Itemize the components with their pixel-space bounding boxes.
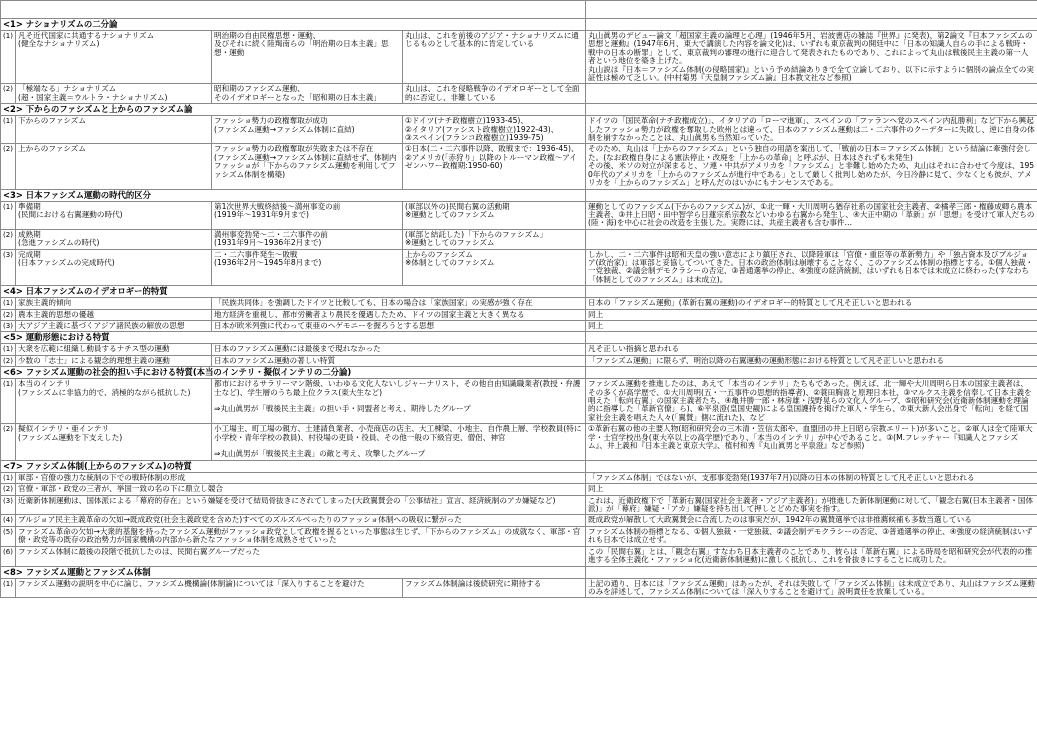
section-row [1,104,1037,116]
item-cell: 近衛新体制運動は、国体派による「幕府的存在」という嫌疑を受けて結局骨抜きにされてしまった(大政翼賛会の「公事結社」宣言、経済統制のアカ嫌疑など) [16,495,586,515]
row-number: (1) [1,116,16,144]
evaluation-cell: (軍部以外の)民間右翼の活動期 ※運動としてのファシズム [403,201,586,229]
item-cell: ファシズム体制に最後の段階で抵抗したのは、民間右翼グループだった [16,546,586,566]
detail-cell: 満州事変勃発～二・二六事件の前 (1931年9月～1936年2月まで) [212,229,403,249]
row-number: (2) [1,84,16,104]
section-row [1,286,1037,298]
item-cell: ファシズム革命の欠如→大衆的基盤を持ったファシズム運動がファッショ政党として政権を握るといった事態は生じず、「下からのファシズム」の成就なく、軍部・官僚・政党等の既存の政治勢力が国家機構の内部から新たなファッショ体制を成熟させていった [16,526,586,546]
item-cell: 準備期 (民間における右翼運動の時代) [16,201,212,229]
section-right-blank [586,332,1037,344]
table-row [1,249,1037,286]
section-title: <5> 運動形態における特質 [1,332,586,344]
item-cell: 本当のインテリ (ファシズムに非協力的で、消極的ながら抵抗した) [16,379,212,424]
section-right-blank [586,460,1037,472]
row-number: (1) [1,31,16,84]
section-row [1,367,1037,379]
row-number: (2) [1,355,16,366]
section-row [1,189,1037,201]
section-right-blank [586,19,1037,31]
detail-cell: 第1次世界大戦終結後～満州事変の前 (1919年～1931年9月まで) [212,201,403,229]
rebuttal-cell: 同上 [586,309,1037,320]
item-cell: 凡そ近代国家に共通するナショナリズム (健全なナショナリズム) [16,31,212,84]
rebuttal-cell: 「ファシズム体制」ではないが、支那事変勃発(1937年7月)以降の日本の体制の特質として凡そ正しいと思われる [586,472,1037,483]
table-row [1,424,1037,461]
table-row [1,546,1037,566]
row-number: (1) [1,344,16,355]
item-cell: 「極端なる」ナショナリズム (超・国家主義＝ウルトラ・ナショナリズム) [16,84,212,104]
rebuttal-cell: 凡そ正しい指摘と思われる [586,344,1037,355]
rebuttal-cell: ファシズム体制の指標となる、①個人独裁・一党独裁、②議会制デモクラシーの否定、③普通選挙の停止、④強度の経済統制はいずれも日本では成立せず。 [586,526,1037,546]
rebuttal-cell: 同上 [586,484,1037,495]
table-row [1,229,1037,249]
detail-cell: ファッショ勢力の政権奪取が成功 (ファシズム運動→ファシズム体制に直結) [212,116,403,144]
section-right-blank [586,566,1037,578]
row-number: (1) [1,201,16,229]
left-title: 丸山眞男の天皇制ファシズム(日本ファシズム)論 [121,2,362,15]
item-cell: 官僚・軍部・政党の三者が、挙国一致の名の下に鼎立し競合 [16,484,586,495]
rebuttal-cell: 既成政党が解散して大政翼賛会に合流したのは事実だが、1942年の翼賛選挙では非推薦候補も多数当選している [586,515,1037,526]
table-row [1,578,1037,598]
row-number: (5) [1,526,16,546]
rebuttal-cell: 日本の「ファシズム運動」(革新右翼の運動)のイデオロギー的特質として凡そ正しいと思われる [586,298,1037,309]
section-row [1,332,1037,344]
item-cell: ファシズム運動の説明を中心に論じ、ファシズム機構論(体制論)については「深入りすることを避けた [16,578,403,598]
table-row [1,526,1037,546]
detail-cell: 日本が欧米列強に代わって東亜のヘゲモニーを握ろうとする思想 [212,320,586,331]
row-number: (3) [1,320,16,331]
row-number: (4) [1,515,16,526]
table-row [1,379,1037,424]
detail-cell: 地方経済を重視し、都市労働者より農民を優遇したため、ドイツの国家主義と大きく異なる [212,309,586,320]
section-title: <3> 日本ファシズム運動の時代的区分 [1,189,586,201]
section-right-blank [586,104,1037,116]
rebuttal-cell: 丸山眞男のデビュー論文「超国家主義の論理と心理」(1946年5月、岩波書店の雑誌『世界』に発表)、第2論文『日本ファシズムの思想と運動』(1947年6月、東大で講演した内容を論文化)は、いずれも東京裁判の開廷中に「日本の知識人自らの手による戦時・戦中の日本の断罪」として、東京裁判の審理の進行に迎合して発表されたものであり、これによって丸山は戦後民主主義の第一人者という地位を築き上げた。 丸山説は『日本＝ファシズム体制(の侵略国家)』という予め結論ありきで全て立論しており、以下に示すように個別の論点全ての実証性は極めて乏しい。(中村菊男『天皇制ファシズム論』日本教文社など参照) [586,31,1037,84]
section-title: <4> 日本ファシズムのイデオロギー的特質 [1,286,586,298]
row-number: (1) [1,379,16,424]
row-number: (1) [1,578,16,598]
table-row [1,84,1037,104]
evaluation-cell: 丸山は、これを侵略戦争のイデオロギーとして全面的に否定し、非難している [403,84,586,104]
table-row [1,201,1037,229]
table-row [1,31,1037,84]
row-number: (1) [1,298,16,309]
section-right-blank [586,286,1037,298]
detail-cell: 明治期の自由民権思想・運動、 及びそれに続く陸羯南らの「明治期の日本主義」思想・運動 [212,31,403,84]
detail-cell: 都市におけるサラリーマン階級、いわゆる文化人ないしジャーナリスト、その他自由知識職業者(教授・弁護士など)、学生層のうち最上位クラス(東大生など) ⇒丸山眞男が「戦後民主主義」の担い手・同盟者と考え、期待したグループ [212,379,586,424]
evaluation-cell: ファシズム体制論は後続研究に期待する [403,578,586,598]
table-body [1,1,1037,598]
row-number: (2) [1,484,16,495]
evaluation-cell: 上からのファシズム ※体制としてのファシズム [403,249,586,286]
rebuttal-cell: ファシズム運動を推進したのは、あえて「本当のインテリ」たちもであった。例えば、北一輝や大川周明ら日本の国家主義者は、その多くが高学歴で、①大川周明(五・一五事件の思想的指導者)、②蓑田胸喜と原理日本社、③マルクス主義を信奉して日本主義を唱えた「転向右翼」の国家主義者たち、④亀井勝一郎・林房雄・浅野晃らの文化人グループ、⑤昭和研究会(近衛新体制運動を理論的に指導した「革新官僚」ら)、⑥平泉澄(皇国史観)による皇国護持を掲げた軍人・学生ら、⑦東大新人会出身で「転向」を経て国家社会主義を唱えた人々(「翼賛」側に流れた)、など [586,379,1037,424]
detail-cell: ファッショ勢力の政権奪取が失敗または不存在 (ファシズム運動→ファシズム体制に直結せず、体制内ファッショが「下からのファシズム運動を利用してファシズム体制を構築) [212,144,403,189]
item-cell: 農本主義的思想の優越 [16,309,212,320]
table-row [1,495,1037,515]
rebuttal-cell: 運動としてのファシズム(下からのファシズム)が、①北一輝・大川周明ら猶存社系の国家社会主義者、②橘孝三郎・権藤成卿ら農本主義者、③井上日昭・田中智学ら日蓮宗系宗教などいわゆる右翼から発生し、④大正中期の「革新」が「思想」を受けて軍人だちの(陸・海)を中心に社会の改造を主張した。実際には、共産主義者も含む事件… [586,201,1037,229]
detail-cell: 二・二六事件発生～敗戦 (1936年2月～1945年8月まで) [212,249,403,286]
left-note: ※大別して以下の８つの内容 [375,6,465,14]
section-title: <1> ナショナリズムの二分論 [1,19,586,31]
rebuttal-cell: ドイツの「国民革命(ナチ政権成立)」、イタリアの「ローマ進軍」、スペインの「ファランヘ党のスペイン内乱勝利」など下から興起したファッショ勢力が政権を奪取した欧州とは違って、日本のファシズム運動は二・二六事件のクーデターに失敗し、逆に自身の体制を崩すなかったことは、丸山眞男も当然知っていた。 [586,116,1037,144]
evaluation-cell: 丸山は、これを前後のアジア・ナショナリズムに通じるものとして基本的に肯定している [403,31,586,84]
detail-cell: 日本のファシズム運動の著しい特質 [212,355,586,366]
detail-cell: 日本のファシズム運動には最後まで現れなかった [212,344,586,355]
section-right-blank [586,189,1037,201]
rebuttal-cell: 上記の通り、日本には「ファシズム運動」はあったが、それは失敗して「ファシズム体制」は未成立であり、丸山はファシズム運動のみを詳述して、ファシズム体制については「深入りすることを避けて」説明責任を放棄している。 [586,578,1037,598]
item-cell: ブルジョア民主主義革命の欠如→既成政党(社会主義政党を含めた)すべてのズルズルべったりのファッショ体制への吸収に繋がった [16,515,586,526]
left-header [1,1,586,19]
rebuttal-cell: そのため、丸山は「上からのファシズム」という独自の用語を案出して、「戦前の日本＝ファシズム体制」という結論に牽強付会した。(なお政権自身による憲法停止・改廃を「上からの革命」と呼ぶが、日本はされずも未発生) その後、米ソの対立が深まると、ソ連・中共がアメリカを「ファシズム」と非難し始めたため、丸山はそれに合わせて今度は、1950年代のアメリカを「上からのファシズムが進行中である」として厳しく批判し始めたが、今日冷静に見て、少なくとも彼が、アメリカを「上からのファシズム」と呼んだのはいかにもナンセンスである。 [586,144,1037,189]
table-row [1,472,1037,483]
item-cell: 大アジア主義に基づくアジア諸民族の解放の思想 [16,320,212,331]
row-number: (3) [1,495,16,515]
table-row [1,320,1037,331]
table-row [1,484,1037,495]
table-row [1,515,1037,526]
section-row [1,460,1037,472]
item-cell: 上からのファシズム [16,144,212,189]
rebuttal-cell: しかし、二・二六事件は昭和天皇の強い意志により鎮圧され、以降陸軍は「官僚・重臣等の革新勢力」や「独占資本及びブルジョア(政治家)」は軍部と妥協してついてきた。日本の政治体制は崩壊することなく、このファシズム体制の指標とする。①個人独裁・一党独裁、②議会制デモクラシーの否定、③普通選挙の停止、④強度の経済統制、はいずれも日本では未成立に終わった(すなわち「体制としてのファシズム」は未成立)。 [586,249,1037,286]
rebuttal-cell: これは、近衛政権下で「革新右翼(国家社会主義者・アジア主義者)」が推進した新体制運動に対して、「観念右翼(日本主義者・国体派)」が「幕府」嫌疑・「アカ」嫌疑を持ち出して押しとどめた事実を指す。 [586,495,1037,515]
right-header: 丸山説に対する反論 [586,1,1037,19]
detail-cell: 小工場主、町工場の親方、土建請負業者、小売商店の店主、大工棟梁、小地主、自作農上層、学校教員(特に小学校・青年学校の教員)、村役場の吏員・役員、その他一般の下級官吏、僧侶、神官 ⇒丸山眞男が「戦後民主主義」の敵と考え、攻撃したグループ [212,424,586,461]
row-number: (2) [1,424,16,461]
rebuttal-cell: ①革新右翼の他の主要人物(昭和研究会の三木清・笠信太郎や、血盟団の井上日昭ら宗教エリート)が多いこと。②軍人は全て陸軍大学・士官学校出身(東大卒以上の高学歴)であり、「本当のインテリ」が中心であること。③(M.フレッチャー『知識人とファシズム』、井上義和『日本主義と東京大学』、植村和秀『丸山眞男と平泉澄』など参照) [586,424,1037,461]
detail-cell: 昭和期のファシズム運動、 そのイデオロギーとなった「昭和期の日本主義」 [212,84,403,104]
item-cell: 大衆を広範に組織し動員するナチス型の運動 [16,344,212,355]
row-number: (6) [1,546,16,566]
section-title: <2> 下からのファシズムと上からのファシズム論 [1,104,586,116]
row-number: (2) [1,144,16,189]
evaluation-cell: ①日本(二・二六事件以降、敗戦まで：1936-45)、 ②アメリカ(「赤狩り」以降のトルーマン政権～アイゼンハワー政権期:1950-60) [403,144,586,189]
item-cell: 軍部・官僚の強力な統制の下での戦時体制の形成 [16,472,586,483]
row-number: (2) [1,309,16,320]
row-number: (2) [1,229,16,249]
item-cell: 完成期 (日本ファシズムの完成時代) [16,249,212,286]
section-row [1,19,1037,31]
table-row [1,144,1037,189]
item-cell: 少数の「志士」による観念的理想主義の運動 [16,355,212,366]
section-row [1,566,1037,578]
table-row [1,116,1037,144]
table-row [1,344,1037,355]
item-cell: 成熟期 (急進ファシズムの時代) [16,229,212,249]
table-row [1,355,1037,366]
rebuttal-cell: 「ファシズム運動」に限らず、明治以降の右翼運動の運動形態における特質として凡そ正しいと思われる [586,355,1037,366]
header-row [1,1,1037,19]
evaluation-cell: (軍部と結託した)「下からのファシズム」 ※運動としてのファシズム [403,229,586,249]
item-cell: 下からのファシズム [16,116,212,144]
detail-cell: 「民族共同体」を強調したドイツと比較しても、日本の場合は「家族国家」の実感が強く存在 [212,298,586,309]
item-cell: 擬似インテリ・亜インテリ (ファシズム運動を下支えした) [16,424,212,461]
rebuttal-cell [586,84,1037,104]
evaluation-cell: ①ドイツ(ナチ政権樹立)1933-45)、 ②イタリア(ファシスト政権樹立)1922-43)、 ③スペイン(フランコ政権樹立)1939-75) [403,116,586,144]
section-title: <7> ファシズム体制(上からのファシズム)の特質 [1,460,586,472]
rebuttal-cell: この「民間右翼」とは、「観念右翼」すなわち日本主義者のことであり、彼らは「革新右翼」による時局を昭和研究会が代表的の推進する全体主義化・ファッショ化(近衛新体制運動)に激しく抵抗し、これを骨抜きにすることに成功した。 [586,546,1037,566]
row-number: (3) [1,249,16,286]
rebuttal-cell [586,229,1037,249]
section-right-blank [586,367,1037,379]
row-number: (1) [1,472,16,483]
section-title: <6> ファシズム運動の社会的担い手における特質(本当のインテリ・擬似インテリの二分論) [1,367,586,379]
table-row [1,309,1037,320]
section-title: <8> ファシズム運動とファシズム体制 [1,566,586,578]
rebuttal-cell: 同上 [586,320,1037,331]
table-row [1,298,1037,309]
item-cell: 家族主義的傾向 [16,298,212,309]
